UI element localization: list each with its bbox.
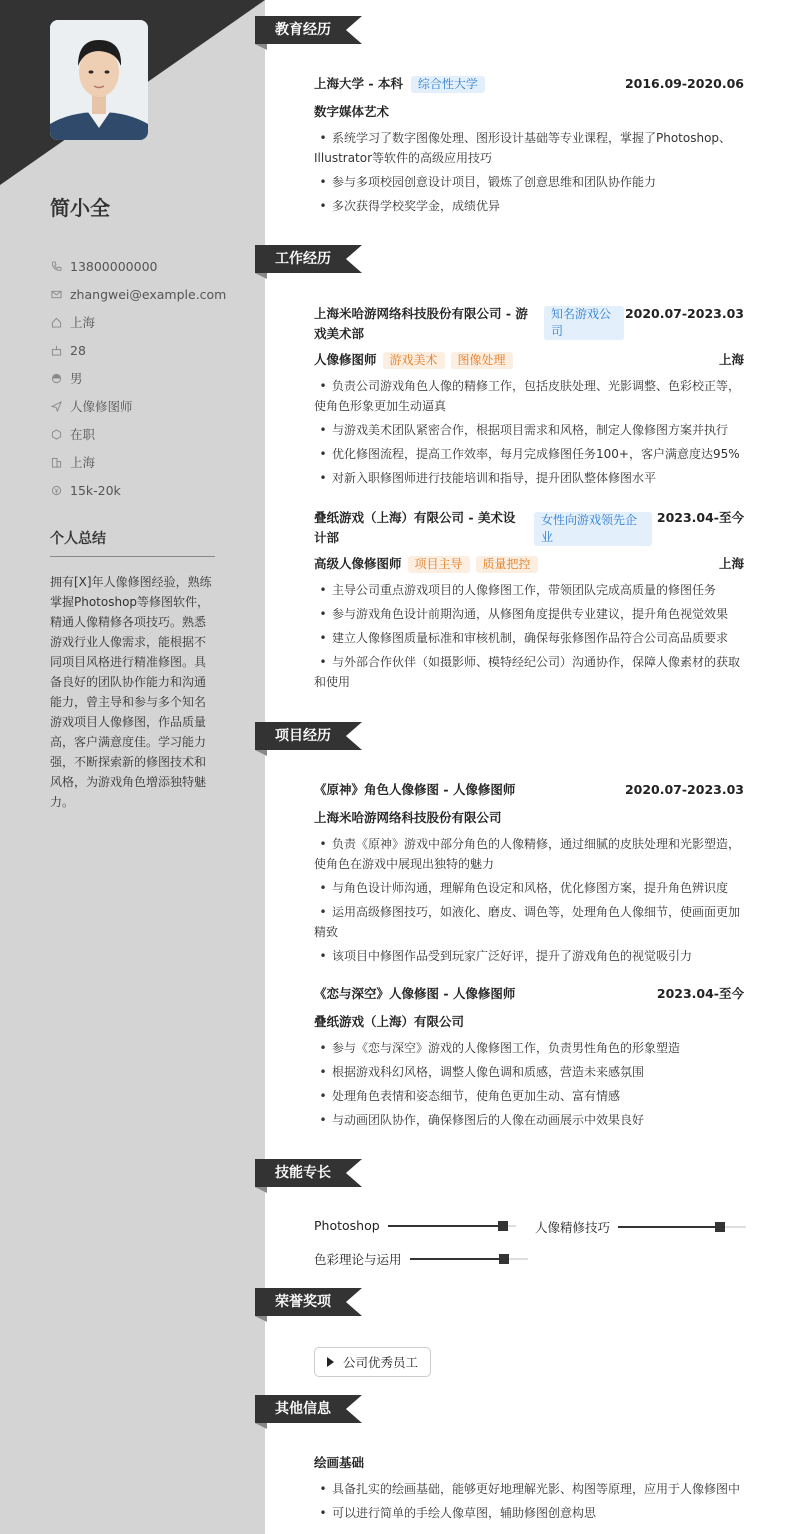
list-item: • 参与《恋与深空》游戏的人像修图工作，负责男性角色的形象塑造 [314,1038,744,1058]
project-title: 《原神》角色人像修图 - 人像修图师 [314,782,516,797]
list-item: • 负责《原神》游戏中部分角色的人像精修，通过细腻的皮肤处理和光影塑造，使角色在游戏中展现出独特的魅力 [314,834,744,874]
section-header-education: 教育经历 [255,16,362,44]
company-name: 上海米哈游网络科技股份有限公司 - 游戏美术部 [314,306,528,341]
work-date: 2023.04-至今 [656,510,744,525]
job-icon [50,400,62,412]
city-icon [50,456,62,468]
info-city: 上海 [50,448,226,476]
project-date: 2020.07-2023.03 [624,782,744,797]
school-tag: 综合性大学 [411,76,485,93]
work-bullets [314,580,744,692]
skill-color-theory [314,1250,528,1268]
project-bullets [314,1038,744,1130]
list-item: • 系统学习了数字图像处理、图形设计基础等专业课程，掌握了Photoshop、Illustrator等软件的高级应用技巧 [314,128,744,168]
role: 人像修图师 [314,352,377,367]
major: 数字媒体艺术 [314,104,390,119]
skill-tag: 质量把控 [476,556,538,573]
award-label: 公司优秀员工 [343,1355,419,1370]
skill-level-bar [410,1258,528,1260]
education-block [314,74,744,220]
main-content [255,0,794,1534]
skill-name: Photoshop [314,1218,380,1233]
education-bullets [314,128,744,216]
award-item[interactable] [314,1347,431,1377]
list-item: • 运用高级修图技巧，如液化、磨皮、调色等，处理角色人像细节，使画面更加精致 [314,902,744,942]
skill-name: 色彩理论与运用 [314,1252,402,1267]
company-tag: 女性向游戏领先企业 [534,512,652,546]
school-name: 上海大学 - 本科 [314,76,403,91]
list-item: • 与外部合作伙伴（如摄影师、模特经纪公司）沟通协作，保障人像素材的获取和使用 [314,652,744,692]
skill-retouch [535,1218,746,1236]
list-item: • 与角色设计师沟通，理解角色设定和风格，优化修图方案，提升角色辨识度 [314,878,744,898]
info-phone: 13800000000 [50,252,226,280]
project-company: 叠纸游戏（上海）有限公司 [314,1014,465,1029]
info-gender: 男 [50,364,226,392]
info-salary: 15k-20k [50,476,226,504]
info-job: 人像修图师 [50,392,226,420]
skill-tag: 项目主导 [408,556,470,573]
person-name: 简小全 [50,196,110,220]
work-city: 上海 [718,352,744,367]
company-tag: 知名游戏公司 [544,306,624,340]
skill-photoshop [314,1218,516,1233]
skill-tag: 图像处理 [451,352,513,369]
work-bullets [314,376,744,488]
work-item-2 [314,508,744,696]
list-item: • 与动画团队协作，确保修图后的人像在动画展示中效果良好 [314,1110,744,1130]
project-company: 上海米哈游网络科技股份有限公司 [314,810,502,825]
section-header-projects: 项目经历 [255,722,362,750]
home-icon [50,316,62,328]
list-item: • 可以进行简单的手绘人像草图，辅助修图创意构思 [314,1503,744,1523]
project-title: 《恋与深空》人像修图 - 人像修图师 [314,986,516,1001]
work-item-1 [314,304,744,492]
project-item-1 [314,780,744,970]
list-item: • 负责公司游戏角色人像的精修工作，包括皮肤处理、光影调整、色彩校正等，使角色形象更加生动逼真 [314,376,744,416]
work-city: 上海 [718,556,744,571]
work-date: 2020.07-2023.03 [624,306,744,321]
avatar [50,20,148,140]
section-header-skills: 技能专长 [255,1159,362,1187]
summary-title: 个人总结 [50,528,215,557]
mail-icon [50,288,62,300]
list-item: • 多次获得学校奖学金，成绩优异 [314,196,744,216]
list-item: • 参与多项校园创意设计项目，锻炼了创意思维和团队协作能力 [314,172,744,192]
summary-text: 拥有[X]年人像修图经验，熟练掌握Photoshop等修图软件，精通人像精修各项技巧。熟悉游戏行业人像需求，能根据不同项目风格进行精准修图。具备良好的团队协作能力和沟通能力，曾主导和参与多个知名游戏项目人像修图，作品质量高，客户满意度佳。学习能力强，不断探索新的修图技术和风格，为游戏角色增添独特魅力。 [50,575,212,809]
info-home: 上海 [50,308,226,336]
sidebar [0,0,265,1534]
section-header-awards: 荣誉奖项 [255,1288,362,1316]
info-status: 在职 [50,420,226,448]
other-title: 绘画基础 [314,1455,365,1470]
other-info-block [314,1453,744,1527]
other-bullets [314,1479,744,1523]
role: 高级人像修图师 [314,556,402,571]
skill-level-bar [388,1225,516,1227]
company-name: 叠纸游戏（上海）有限公司 - 美术设计部 [314,510,516,545]
status-icon [50,428,62,440]
project-item-2 [314,984,744,1134]
skill-tag: 游戏美术 [383,352,445,369]
section-header-work: 工作经历 [255,245,362,273]
info-age: 28 [50,336,226,364]
list-item: • 根据游戏科幻风格，调整人像色调和质感，营造未来感氛围 [314,1062,744,1082]
list-item: • 处理角色表情和姿态细节，使角色更加生动、富有情感 [314,1086,744,1106]
phone-icon [50,260,62,272]
section-header-other: 其他信息 [255,1395,362,1423]
list-item: • 与游戏美术团队紧密合作，根据项目需求和风格，制定人像修图方案并执行 [314,420,744,440]
list-item: • 该项目中修图作品受到玩家广泛好评，提升了游戏角色的视觉吸引力 [314,946,744,966]
education-date: 2016.09-2020.06 [624,76,744,91]
list-item: • 建立人像修图质量标准和审核机制，确保每张修图作品符合公司高品质要求 [314,628,744,648]
play-icon [327,1357,334,1367]
salary-icon [50,484,62,496]
list-item: • 主导公司重点游戏项目的人像修图工作，带领团队完成高质量的修图任务 [314,580,744,600]
gender-icon [50,372,62,384]
list-item: • 具备扎实的绘画基础，能够更好地理解光影、构图等原理，应用于人像修图中 [314,1479,744,1499]
list-item: • 对新入职修图师进行技能培训和指导，提升团队整体修图水平 [314,468,744,488]
contact-info-list [50,252,226,504]
list-item: • 参与游戏角色设计前期沟通，从修图角度提供专业建议，提升角色视觉效果 [314,604,744,624]
project-date: 2023.04-至今 [656,986,744,1001]
list-item: • 优化修图流程，提高工作效率，每月完成修图任务100+，客户满意度达95% [314,444,744,464]
info-email: zhangwei@example.com [50,280,226,308]
skill-name: 人像精修技巧 [535,1220,611,1235]
age-icon [50,344,62,356]
project-bullets [314,834,744,966]
skill-level-bar [618,1226,746,1228]
